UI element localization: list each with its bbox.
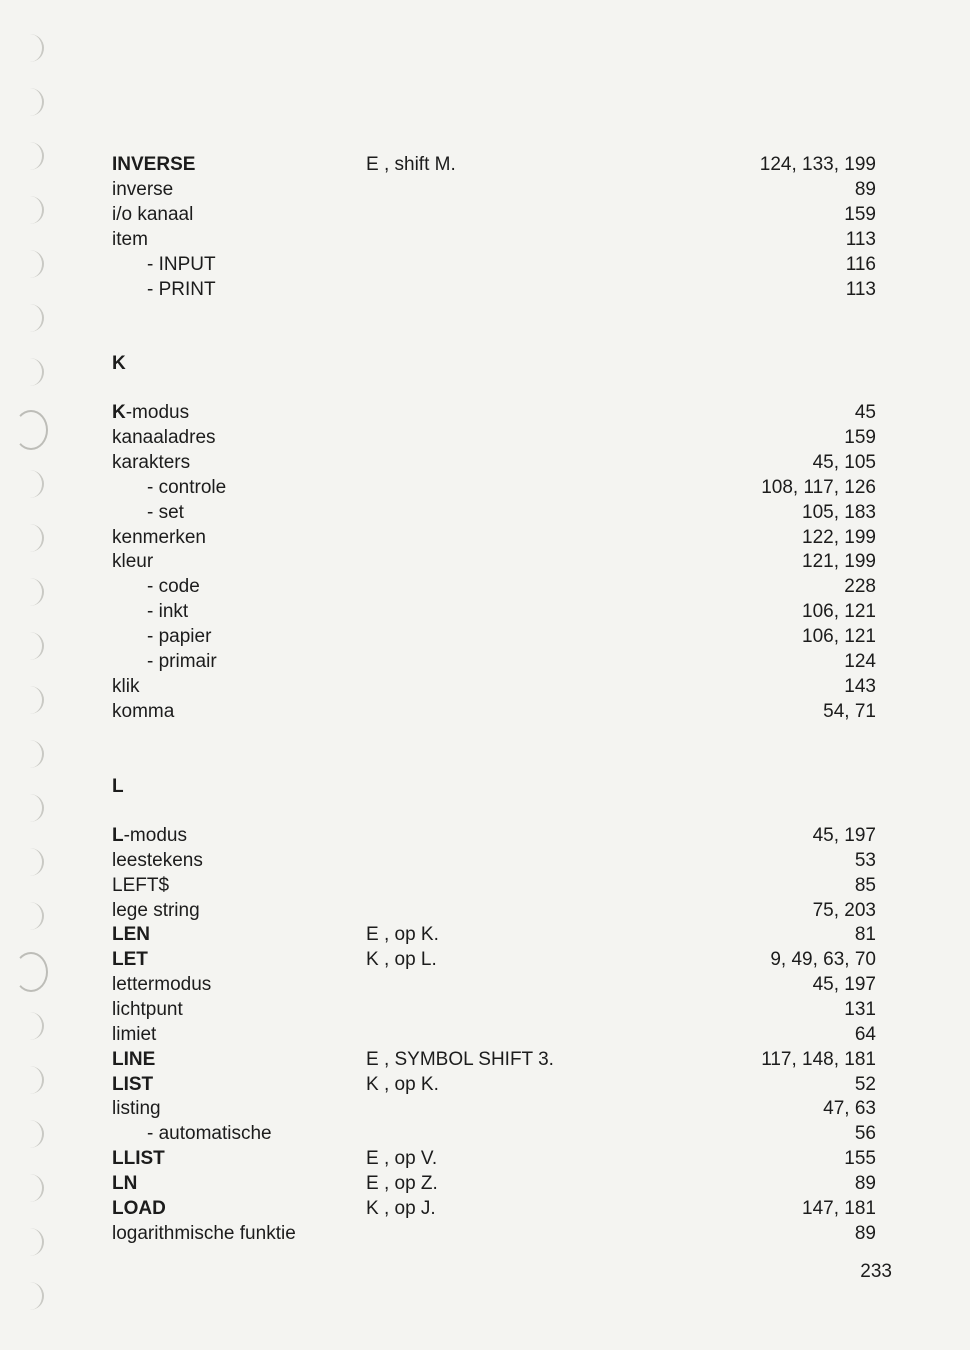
binder-hole <box>24 1282 44 1310</box>
section-letter-k: K <box>112 353 126 374</box>
index-term: limiet <box>112 1023 157 1045</box>
index-entry <box>0 899 970 923</box>
index-entry <box>0 1147 970 1171</box>
index-page-refs: 106, 121 <box>802 601 876 623</box>
index-term: LINE <box>112 1048 156 1070</box>
index-term: logarithmische funktie <box>112 1222 296 1244</box>
index-entry <box>0 426 970 450</box>
index-subterm: - inkt <box>147 601 189 623</box>
index-term: lettermodus <box>112 974 212 996</box>
section-letter-l: L <box>112 776 124 797</box>
index-term-prefix: L <box>112 825 124 846</box>
index-term: lege string <box>112 899 200 921</box>
index-page-refs: 113 <box>845 228 876 250</box>
index-page-refs: 113 <box>845 278 876 300</box>
index-page-refs: 147, 181 <box>802 1197 876 1219</box>
index-entry <box>0 600 970 624</box>
index-page-refs: 105, 183 <box>802 501 876 523</box>
index-entry <box>0 948 970 972</box>
index-page-refs: 85 <box>854 874 876 896</box>
index-page-refs: 89 <box>854 1222 876 1244</box>
index-keystroke: K , op J. <box>366 1197 436 1219</box>
index-keystroke: E , op Z. <box>366 1172 438 1194</box>
index-term: LEN <box>112 924 150 946</box>
index-keystroke: E , shift M. <box>366 154 456 175</box>
index-term: klik <box>112 675 140 697</box>
index-page-refs: 108, 117, 126 <box>761 476 876 498</box>
index-page-refs: 122, 199 <box>802 526 876 548</box>
index-term-rest: -modus <box>125 402 190 423</box>
index-entry <box>0 700 970 724</box>
index-entry <box>0 501 970 525</box>
index-entry <box>0 1097 970 1121</box>
index-entry <box>0 1048 970 1072</box>
index-keystroke: E , op K. <box>366 924 439 946</box>
index-subterm: - controle <box>147 476 227 498</box>
index-page-refs: 45, 197 <box>812 974 876 996</box>
index-term: LIST <box>112 1073 154 1095</box>
index-page-refs: 9, 49, 63, 70 <box>770 949 876 971</box>
index-entry <box>0 1023 970 1047</box>
index-entry <box>0 625 970 649</box>
index-subterm: - PRINT <box>147 278 216 300</box>
index-page-refs: 47, 63 <box>823 1098 876 1120</box>
index-term: listing <box>112 1098 161 1120</box>
index-page-refs: 117, 148, 181 <box>761 1048 876 1070</box>
index-page-refs: 89 <box>854 1172 876 1194</box>
index-entry <box>0 526 970 550</box>
binder-hole <box>24 34 44 62</box>
index-term: inverse <box>112 178 174 200</box>
index-entry <box>0 228 970 252</box>
index-entry <box>0 973 970 997</box>
index-page-refs: 64 <box>854 1023 876 1045</box>
index-entry <box>0 1073 970 1097</box>
index-subterm: - code <box>147 576 200 598</box>
index-page-refs: 159 <box>844 203 876 225</box>
index-page-refs: 45, 197 <box>812 825 876 846</box>
index-term-rest: -modus <box>123 825 187 846</box>
index-entry <box>0 278 970 302</box>
index-page-refs: 89 <box>854 178 876 200</box>
index-entry <box>0 253 970 277</box>
index-entry <box>0 923 970 947</box>
index-term: LEFT$ <box>112 874 170 896</box>
index-term: LET <box>112 949 148 971</box>
index-page-refs: 106, 121 <box>802 626 876 648</box>
index-page-refs: 53 <box>854 849 876 871</box>
index-entry <box>0 153 970 177</box>
index-entry <box>0 476 970 500</box>
index-term: leestekens <box>112 849 203 871</box>
index-entry <box>0 451 970 475</box>
index-term-prefix: K <box>112 402 126 423</box>
index-entry <box>0 401 970 425</box>
index-keystroke: E , SYMBOL SHIFT 3. <box>366 1048 554 1070</box>
index-subterm: - automatische <box>147 1123 272 1145</box>
index-term: INVERSE <box>112 154 196 175</box>
index-term: item <box>112 228 148 250</box>
index-page-refs: 54, 71 <box>823 700 876 722</box>
index-term <box>112 824 187 848</box>
binder-hole <box>24 740 44 768</box>
index-subterm: - set <box>147 501 184 523</box>
index-keystroke: E , op V. <box>366 1148 438 1170</box>
index-keystroke: K , op K. <box>366 1073 439 1095</box>
index-page-refs: 124 <box>844 651 876 672</box>
binder-hole <box>24 88 44 116</box>
index-term: LOAD <box>112 1197 166 1219</box>
index-page-refs: 52 <box>854 1073 876 1095</box>
index-entry <box>0 550 970 574</box>
index-page-refs: 228 <box>844 576 876 598</box>
index-term: LN <box>112 1172 138 1194</box>
index-entry <box>0 849 970 873</box>
index-page-refs: 124, 133, 199 <box>759 154 876 175</box>
index-page-refs: 121, 199 <box>802 551 876 573</box>
binder-hole <box>24 358 44 386</box>
index-entry <box>0 874 970 898</box>
binder-hole <box>24 304 44 332</box>
index-page-refs: 155 <box>844 1148 876 1170</box>
index-page-refs: 75, 203 <box>812 899 876 921</box>
index-term <box>112 401 189 425</box>
index-entry <box>0 1222 970 1246</box>
index-term: kanaaladres <box>112 426 216 448</box>
index-term: LLIST <box>112 1148 165 1170</box>
index-page-refs: 56 <box>854 1123 876 1145</box>
index-entry <box>0 178 970 202</box>
index-subterm: - papier <box>147 626 212 648</box>
index-page-refs: 159 <box>844 426 876 448</box>
index-subterm: - primair <box>147 651 217 672</box>
index-entry <box>0 998 970 1022</box>
page-number: 233 <box>860 1261 892 1282</box>
index-entry <box>0 203 970 227</box>
index-entry <box>0 650 970 674</box>
index-entry <box>0 675 970 699</box>
index-keystroke: K , op L. <box>366 949 437 971</box>
index-page-refs: 131 <box>844 998 876 1020</box>
index-entry <box>0 1122 970 1146</box>
index-term: komma <box>112 700 175 722</box>
index-term: kleur <box>112 551 154 573</box>
index-term: i/o kanaal <box>112 203 194 225</box>
index-page-refs: 143 <box>844 675 876 697</box>
binder-hole <box>24 794 44 822</box>
index-subterm: - INPUT <box>147 253 216 275</box>
index-term: kenmerken <box>112 526 206 548</box>
index-term: lichtpunt <box>112 998 183 1020</box>
index-page-refs: 45 <box>854 402 876 423</box>
index-entry <box>0 824 970 848</box>
index-entry <box>0 1172 970 1196</box>
index-entry <box>0 1197 970 1221</box>
index-page-refs: 45, 105 <box>812 451 876 473</box>
index-term: karakters <box>112 451 191 473</box>
index-page-refs: 116 <box>845 253 876 275</box>
index-page-refs: 81 <box>854 924 876 946</box>
index-entry <box>0 575 970 599</box>
